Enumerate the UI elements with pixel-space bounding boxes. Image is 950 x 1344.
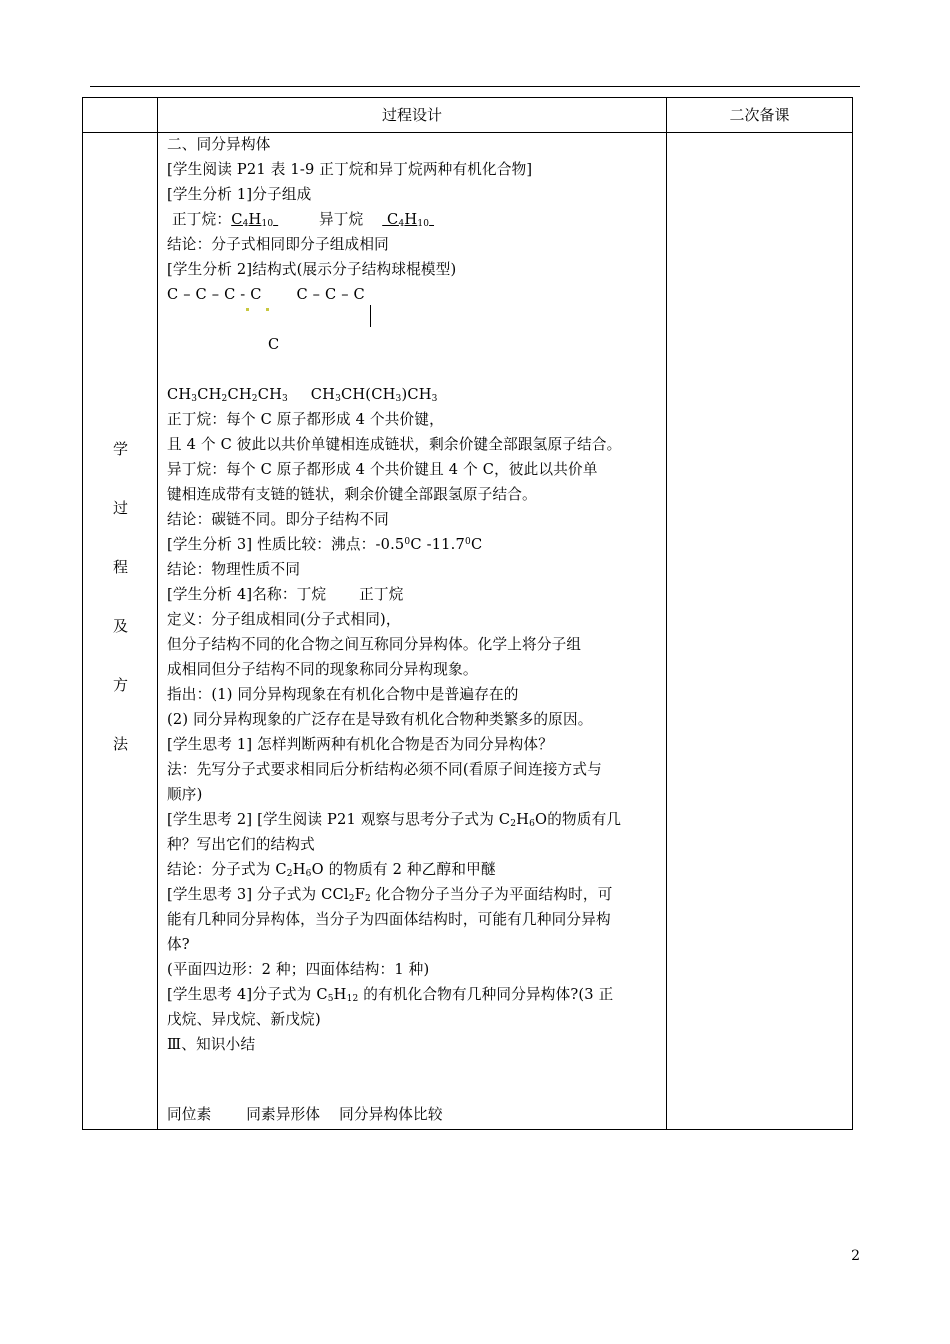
table-header-row	[83, 98, 853, 133]
structure-formula-line: C – C – C - C C – C – C	[167, 286, 365, 303]
boiling-point-line: [学生分析 3] 性质比较：沸点：$-0.5^0C$ -11.7$^0$C	[167, 536, 483, 553]
formula-n-butane: $CH_3CH_2CH_2CH_3$	[167, 386, 288, 404]
text-line: 成相同但分子结构不同的现象称同分异构现象。	[167, 661, 478, 678]
text-line: 定义：分子组成相同(分子式相同)，	[167, 611, 401, 628]
text-line: 结论：碳链不同。即分子结构不同	[167, 511, 389, 528]
text-line: [学生思考 2] [学生阅读 P21 观察与思考分子式为 $C_2H_6O$的物质有几	[167, 811, 622, 829]
header-blank-cell	[83, 98, 158, 133]
text-line: [学生思考 3] 分子式为 $CCl_2F_2$ 化合物分子当分子为平面结构时，可	[167, 886, 613, 904]
text-line: [学生分析 2]结构式(展示分子结构球棍模型)	[167, 261, 457, 278]
lesson-table	[82, 97, 853, 1130]
text-line: 能有几种同分异构体，当分子为四面体结构时，可能有几种同分异构	[167, 911, 611, 928]
text-line: 法：先写分子式要求相同后分析结构必须不同(看原子间连接方式与	[167, 761, 602, 778]
side-label-char: 法	[112, 735, 128, 753]
marker-dot	[246, 308, 249, 311]
section-heading: 二、同分异构体	[167, 136, 271, 153]
text-line: (平面四边形：2 种；四面体结构：1 种)	[167, 961, 430, 978]
text-line: 结论：物理性质不同	[167, 561, 301, 578]
text-line: (2) 同分异构现象的广泛存在是导致有机化合物种类繁多的原因。	[167, 711, 593, 728]
text-line: 顺序)	[167, 786, 203, 803]
header-rule	[90, 86, 860, 87]
text-line: 键相连成带有支链的链状，剩余价键全部跟氢原子结合。	[167, 486, 537, 503]
condensed-formula-line	[167, 385, 438, 405]
branch-carbon: C	[268, 336, 280, 353]
secondary-prep-cell	[667, 133, 853, 1130]
summary-line: 同位素 同素异形体 同分异构体比较	[167, 1106, 443, 1123]
text-line: 异丁烷：每个 C 原子都形成 4 个共价键且 4 个 C，彼此以共价单	[167, 461, 598, 478]
side-label-char: 程	[112, 558, 128, 576]
formula-c4h10: $C_4H_{10}$	[382, 211, 430, 229]
side-label-char: 方	[112, 676, 128, 694]
text-line: [学生阅读 P21 表 1-9 正丁烷和异丁烷两种有机化合物]	[167, 161, 533, 178]
text-line: 且 4 个 C 彼此以共价单键相连成链状，剩余价键全部跟氢原子结合。	[167, 436, 622, 453]
table-body-row	[83, 133, 853, 1130]
formula-c2h6o: $C_2H_6O$	[275, 861, 324, 879]
page-number: 2	[851, 1248, 860, 1264]
side-label-cell	[83, 133, 158, 1130]
text-line: [学生分析 1]分子组成	[167, 186, 312, 203]
header-secondary-prep: 二次备课	[667, 98, 853, 133]
side-label-char: 过	[112, 499, 128, 517]
text-line: [学生思考 1] 怎样判断两种有机化合物是否为同分异构体？	[167, 736, 554, 753]
branch-bond	[370, 305, 371, 327]
text-line: 结论：分子式相同即分子组成相同	[167, 236, 389, 253]
process-content-cell	[158, 133, 667, 1130]
side-label-char: 学	[112, 440, 128, 458]
name-line: [学生分析 4]名称：丁烷 正丁烷	[167, 586, 404, 603]
text-line: [学生思考 4]分子式为 $C_5H_{12}$ 的有机化合物有几种同分异构体?(3 正	[167, 986, 614, 1004]
text-line: 指出：(1) 同分异构现象在有机化合物中是普遍存在的	[167, 686, 519, 703]
formula-ccl2f2: $CCl_2F_2$	[321, 886, 371, 904]
formula-line: 正丁烷：$C_4H_{10}$ 异丁烷 $C_4H_{10}$	[172, 210, 434, 230]
text-line: 但分子结构不同的化合物之间互称同分异构体。化学上将分子组	[167, 636, 582, 653]
formula-c5h12: $C_5H_{12}$	[316, 986, 359, 1004]
header-process-design: 过程设计	[158, 98, 667, 133]
text-line: 结论：分子式为 $C_2H_6O$ 的物质有 2 种乙醇和甲醚	[167, 861, 496, 879]
text-line: 体?	[167, 936, 190, 953]
formula-c2h6o: $C_2H_6O$	[498, 811, 548, 829]
text-line: 种？写出它们的结构式	[167, 836, 315, 853]
formula-c4h10: $C_4H_{10}$	[231, 211, 274, 229]
text-line: 戊烷、异戊烷、新戊烷)	[167, 1011, 321, 1028]
text-line: 正丁烷：每个 C 原子都形成 4 个共价键，	[167, 411, 444, 428]
formula-isobutane: $CH_3CH(CH_3)CH_3$	[310, 386, 438, 404]
marker-dot	[266, 308, 269, 311]
section-heading: Ⅲ、知识小结	[167, 1036, 256, 1053]
side-label-char: 及	[112, 617, 128, 635]
